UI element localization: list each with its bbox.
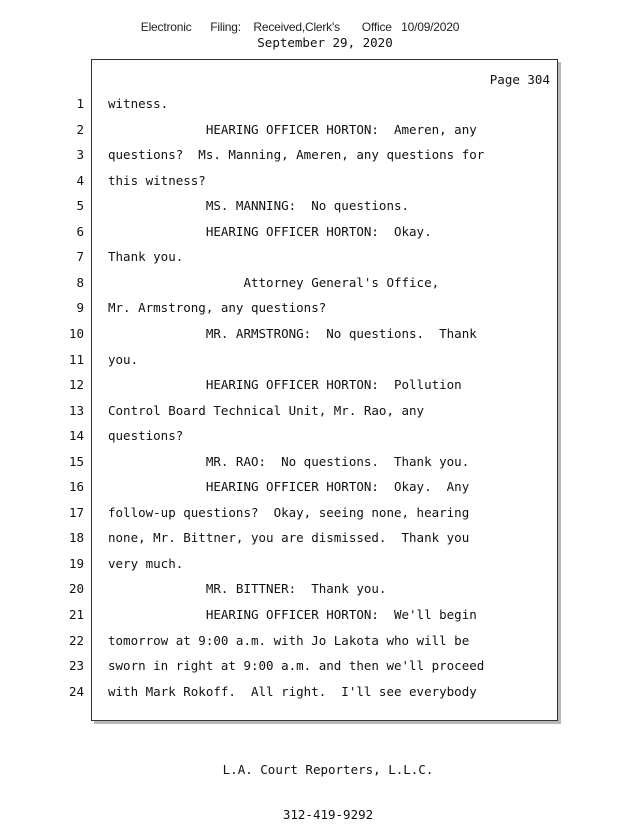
transcript-line (68, 402, 557, 423)
transcript-line (68, 530, 557, 550)
line-number: 16 (68, 479, 84, 495)
transcript-line (68, 504, 557, 525)
reporter-phone: 312-419-9292 (282, 807, 374, 822)
line-text: with Mark Rokoff. All right. I'll see everybody (108, 683, 477, 699)
transcript-line (68, 658, 557, 678)
line-text: Attorney General's Office, (108, 274, 440, 290)
electronic-filing-stamp: Electronic Filing: Received,Clerk's Office 10/09/2020 (140, 20, 460, 34)
transcript-line (68, 351, 557, 372)
line-text: HEARING OFFICER HORTON: Ameren, any (108, 121, 477, 137)
line-text: HEARING OFFICER HORTON: Okay. Any (108, 479, 470, 495)
line-text: none, Mr. Bittner, you are dismissed. Thank you (108, 530, 470, 546)
line-text: this witness? (108, 172, 206, 188)
line-text: follow-up questions? Okay, seeing none, hearing (108, 504, 470, 520)
line-number: 6 (76, 223, 84, 239)
line-number: 21 (68, 607, 84, 622)
line-text: MR. BITTNER: Thank you. (108, 581, 387, 597)
transcript-line (76, 121, 557, 142)
line-number: 10 (68, 325, 84, 341)
line-text: HEARING OFFICER HORTON: We'll begin (108, 607, 477, 622)
transcript-line (76, 198, 557, 218)
line-text: HEARING OFFICER HORTON: Okay. (108, 223, 432, 239)
line-number: 1 (76, 96, 84, 111)
line-number: 7 (76, 249, 84, 265)
court-reporter-footer (0, 732, 618, 837)
line-number: 2 (76, 121, 84, 137)
line-number: 13 (68, 402, 84, 418)
line-text: Control Board Technical Unit, Mr. Rao, any (108, 402, 425, 418)
line-text: MR. RAO: No questions. Thank you. (108, 453, 470, 469)
transcript-line (76, 249, 557, 269)
transcript-line (68, 479, 557, 499)
transcript-line (68, 581, 557, 601)
transcript-line (76, 172, 557, 193)
line-number: 11 (68, 351, 84, 367)
transcript-line (76, 274, 557, 295)
line-text: questions? (108, 428, 184, 444)
line-text: HEARING OFFICER HORTON: Pollution (108, 377, 462, 393)
transcript-line (76, 223, 557, 244)
transcript-line (68, 607, 557, 627)
line-number: 8 (76, 274, 84, 290)
transcript-line (76, 147, 557, 167)
line-number: 18 (68, 530, 84, 546)
transcript-line (76, 96, 557, 116)
line-number: 5 (76, 198, 84, 214)
line-text: sworn in right at 9:00 a.m. and then we'll proceed (108, 658, 485, 674)
line-number: 12 (68, 377, 84, 393)
line-number: 17 (68, 504, 84, 520)
line-number: 24 (68, 683, 84, 699)
line-number: 19 (68, 555, 84, 571)
line-number: 23 (68, 658, 84, 674)
transcript-line (68, 377, 557, 397)
line-text: tomorrow at 9:00 a.m. with Jo Lakota who will be (108, 632, 470, 648)
line-number: 4 (76, 172, 84, 188)
line-text: MS. MANNING: No questions. (108, 198, 410, 214)
line-text: very much. (108, 555, 184, 571)
page-number: Page 304 (489, 72, 550, 87)
transcript-line (68, 632, 557, 653)
line-text: Thank you. (108, 249, 184, 265)
line-number: 3 (76, 147, 84, 163)
transcript-line (68, 683, 557, 704)
reporter-company: L.A. Court Reporters, L.L.C. (222, 762, 434, 777)
transcript-line (68, 453, 557, 474)
transcript-line (68, 325, 557, 346)
line-number: 14 (68, 428, 84, 444)
line-number: 20 (68, 581, 84, 597)
hearing-date: September 29, 2020 (257, 35, 393, 50)
line-number: 15 (68, 453, 84, 469)
line-text: questions? Ms. Manning, Ameren, any questions for (108, 147, 485, 163)
transcript-line (68, 428, 557, 448)
line-text: MR. ARMSTRONG: No questions. Thank (108, 325, 477, 341)
transcript-page (68, 59, 558, 721)
transcript-line (68, 555, 557, 576)
line-text: you. (108, 351, 139, 367)
line-text: Mr. Armstrong, any questions? (108, 300, 327, 316)
line-number: 9 (76, 300, 84, 316)
line-number: 22 (68, 632, 84, 648)
transcript-line (76, 300, 557, 320)
line-text: witness. (108, 96, 169, 111)
